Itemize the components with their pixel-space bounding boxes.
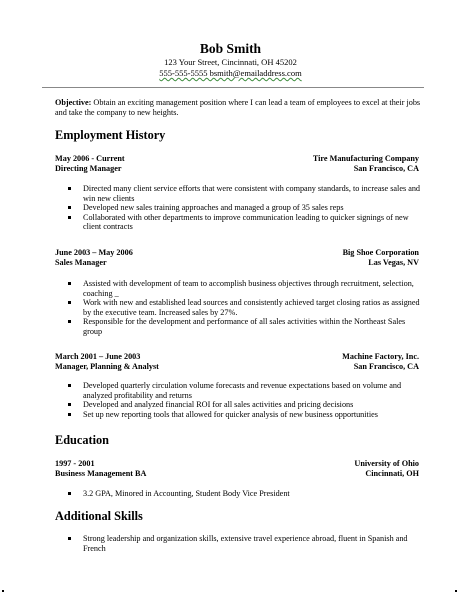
job-dates: June 2003 – May 2006 xyxy=(55,248,133,257)
objective-section xyxy=(55,98,427,118)
corner-mark xyxy=(2,590,4,592)
list-item: Directed many client service efforts that were consistent with company standards, to increase sales and win new clients xyxy=(55,184,423,203)
education-degree: Business Management BA xyxy=(55,469,147,478)
list-item: Developed quarterly circulation volume forecasts and revenue expectations based on volume and analyzed profitability and returns xyxy=(55,381,423,400)
job-company: Tire Manufacturing Company xyxy=(312,154,419,163)
job-company: Big Shoe Corporation xyxy=(342,248,419,257)
candidate-name: Bob Smith xyxy=(199,41,262,56)
job-header xyxy=(55,154,419,174)
list-item: Strong leadership and organization skills, extensive travel experience abroad, fluent in Spanish and French xyxy=(55,534,423,553)
education-location: Cincinnati, OH xyxy=(365,469,419,478)
education-bullets xyxy=(55,489,423,499)
list-item: Collaborated with other departments to improve communication leading to quicker signings of new client contracts xyxy=(55,213,423,232)
job-title: Manager, Planning & Analyst xyxy=(55,362,159,371)
job-bullets xyxy=(55,381,423,419)
corner-mark xyxy=(455,590,457,592)
contact-text: 555-555-5555 bsmith@emailaddress.com xyxy=(159,68,302,78)
list-item: Set up new reporting tools that allowed for quicker analysis of new business opportunities xyxy=(55,410,423,420)
objective-label: Objective: xyxy=(55,98,92,107)
education-header xyxy=(55,459,419,479)
skills-bullets xyxy=(55,534,423,553)
job-title: Directing Manager xyxy=(55,164,122,173)
education-dates: 1997 - 2001 xyxy=(55,459,95,468)
contact-line xyxy=(0,68,461,78)
job-header xyxy=(55,352,419,372)
job-bullets xyxy=(55,184,423,232)
header-divider xyxy=(42,87,424,88)
job-location: San Francisco, CA xyxy=(353,164,419,173)
list-item: Developed new sales training approaches and managed a group of 35 sales reps xyxy=(55,203,423,213)
job-company: Machine Factory, Inc. xyxy=(342,352,419,361)
list-item: Developed and analyzed financial ROI for all sales activities and pricing decisions xyxy=(55,400,423,410)
list-item: Responsible for the development and performance of all sales activities within the Northeast Sales group xyxy=(55,317,423,336)
education-heading: Education xyxy=(55,433,109,447)
job-bullets xyxy=(55,279,423,337)
job-title: Sales Manager xyxy=(55,258,107,267)
job-dates: March 2001 – June 2003 xyxy=(55,352,141,361)
list-item: 3.2 GPA, Minored in Accounting, Student Body Vice President xyxy=(55,489,423,499)
street-address: 123 Your Street, Cincinnati, OH 45202 xyxy=(164,57,297,67)
job-location: Las Vegas, NV xyxy=(368,258,419,267)
job-location: San Francisco, CA xyxy=(353,362,419,371)
job-dates: May 2006 - Current xyxy=(55,154,125,163)
list-item: Assisted with development of team to accomplish business objectives through recruitment, selection, coaching _ xyxy=(55,279,423,298)
job-header xyxy=(55,248,419,268)
objective-text: Obtain an exciting management position where I can lead a team of employees to excel at their jobs and take the company to new heights. xyxy=(55,98,421,117)
list-item: Work with new and established lead sources and consistently achieved target closing ratios as assigned by the executive team. Increased sales by 27%. xyxy=(55,298,423,317)
education-school: University of Ohio xyxy=(354,459,419,468)
employment-heading: Employment History xyxy=(55,128,166,142)
skills-heading: Additional Skills xyxy=(55,509,143,523)
